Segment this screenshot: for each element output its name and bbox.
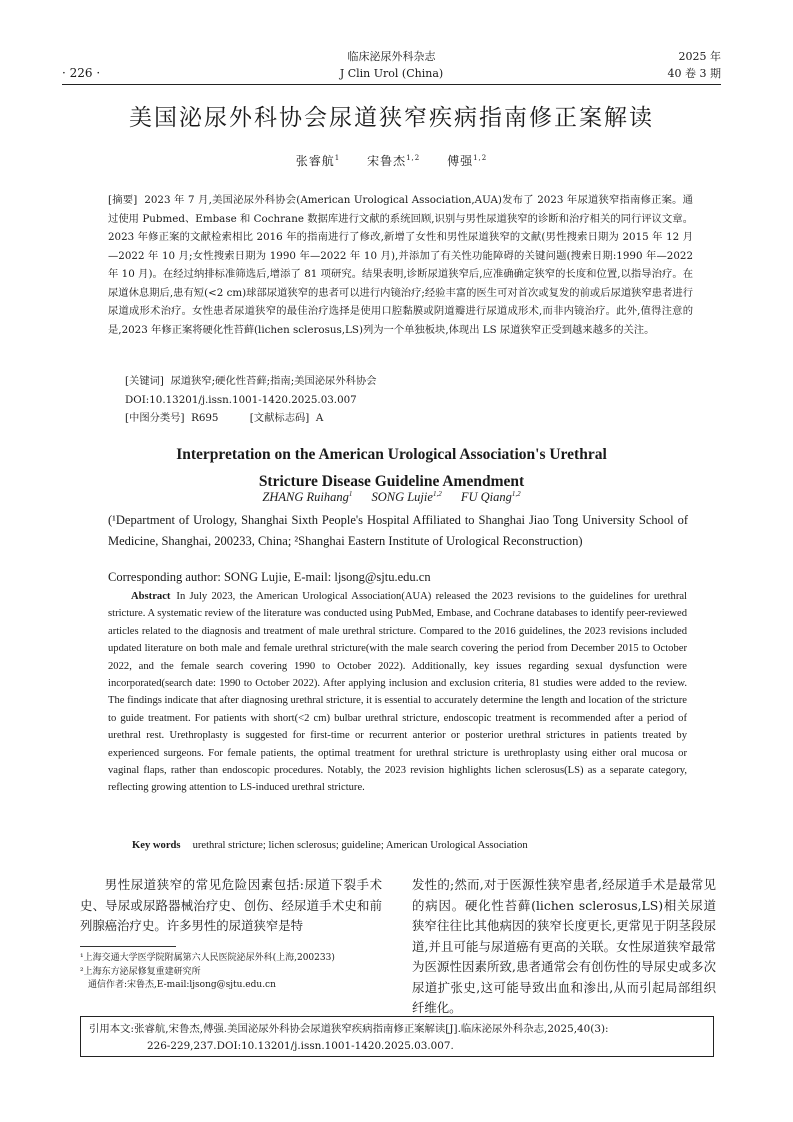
article-title-cn: 美国泌尿外科协会尿道狭窄疾病指南修正案解读 (129, 105, 654, 131)
footnote-divider (80, 946, 176, 947)
body-text-right: 发性的;然而,对于医源性狭窄患者,经尿道手术是最常见的病因。硬化性苔藓(lichen sclerosus,LS)相关尿道狭窄往往比其他病因的狭窄长度更长,更常见于阴茎段尿道,并且可能与尿道癌有更高的关联。女性尿道狭窄最常为医源性因素所致,患者通常会有创伤性的导尿史或多次尿道扩张史,这可能导致出血和渗出,从而引起局部组织纤维化。 (412, 877, 716, 1015)
journal-name-cn: 临床泌尿外科杂志 (347, 50, 436, 63)
page-header (62, 44, 721, 84)
footnote-affiliation-1: ¹上海交通大学医学院附属第六人民医院泌尿外科(上海,200233) (80, 953, 335, 963)
footnote-corresponding: 通信作者:宋鲁杰,E-mail:ljsong@sjtu.edu.cn (88, 980, 276, 990)
doc-code-label: [文献标志码] (249, 412, 310, 424)
author-en: FU Qiang (460, 490, 512, 505)
title-en-line-1: Interpretation on the American Urological Association's Urethral (176, 446, 607, 463)
class-number-label: [中图分类号] (125, 412, 185, 424)
citation-label: 引用本文: (89, 1023, 135, 1035)
doi-cn: DOI:10.13201/j.issn.1001-1420.2025.03.007 (125, 393, 357, 406)
class-number-value: R695 (191, 412, 219, 424)
issue-info (668, 48, 722, 82)
journal-name-en: J Clin Urol (China) (339, 67, 444, 80)
affiliation-en: (¹Department of Urology, Shanghai Sixth People's Hospital Affiliated to Shanghai Jiao Tong University School of Medicine, Shanghai, 200233, China; ²Shanghai Eastern Institute of Urological Reconstruction) (108, 513, 688, 548)
footnote-affiliation-2: ²上海东方泌尿修复重建研究所 (80, 966, 201, 977)
author-affil-mark: 1,2 (406, 154, 421, 162)
issue-year: 2025 年 (678, 50, 721, 63)
authors-en (62, 490, 721, 505)
body-text-left: 男性尿道狭窄的常见危险因素包括:尿道下裂手术史、导尿或尿路器械治疗史、创伤、经尿道手术史和前列腺癌治疗史。许多男性的尿道狭窄是特 (80, 877, 382, 933)
keywords-en-block (132, 840, 693, 851)
abstract-cn (108, 191, 693, 339)
doc-code-value: A (315, 412, 324, 424)
citation-box (80, 1016, 714, 1057)
citation-line-2: 226-229,237.DOI:10.13201/j.issn.1001-1420.2025.03.007. (147, 1040, 454, 1052)
authors-cn (62, 152, 721, 169)
corresponding-author-en: Corresponding author: SONG Lujie, E-mail: ljsong@sjtu.edu.cn (108, 570, 431, 584)
author-cn: 张睿航 (295, 154, 335, 168)
keywords-en-text: urethral stricture; lichen sclerosus; guideline; American Urological Association (192, 840, 528, 851)
author-affil-mark: 1 (334, 154, 341, 162)
author-affil-mark: 1,2 (432, 490, 442, 498)
author-cn: 傅强 (447, 154, 474, 168)
keywords-cn-block (125, 372, 693, 428)
abstract-cn-label: [摘要] (108, 194, 138, 206)
article-title-en (62, 441, 721, 495)
abstract-cn-text: 2023 年 7 月,美国泌尿外科协会(American Urological Association,AUA)发布了 2023 年尿道狭窄指南修正案。通过使用 Pubmed、Embase 和 Cochrane 数据库进行文献的系统回顾,识别与男性尿道狭窄的诊断和治疗相关的同行评议文章。2023 年修正案的文献检索相比 2016 年的指南进行了修改,新增了女性和男性尿道狭窄的文献(男性搜索日期为 2015 年 12 月—2022 年 10 月;女性搜索日期为 1990 年—2022 年 10 月),并添加了有关性功能障碍的关键问题(搜索日期:1990 年—2022 年 10 月)。在经过纳排标准筛选后,增添了 81 项研究。结果表明,诊断尿道狭窄后,应准确确定狭窄的长度和位置,以指导治疗。在尿道休息期后,患有短(<2 cm)球部尿道狭窄的患者可以进行内镜治疗;经验丰富的医生可对首次或复发的前或后尿道狭窄患者进行尿道成形术治疗。女性患者尿道狭窄的最佳治疗选择是使用口腔黏膜或阴道瓣进行尿道成形术,而非内镜治疗。此外,值得注意的是,2023 年修正案将硬化性苔藓(lichen sclerosus,LS)列为一个单独板块,体现出 LS 尿道狭窄正受到越来越多的关注。 (108, 194, 693, 336)
keywords-cn-label: [关键词] (125, 375, 164, 387)
footnotes (80, 952, 382, 993)
journal-name (62, 48, 721, 82)
abstract-en-text: In July 2023, the American Urological Association(AUA) released the 2023 revisions to the guidelines for urethral stricture. A systematic review of the literature was conducted using PubMed, Embase, and Cochrane databases to identify peer-reviewed articles related to the diagnosis and treatment of male urethral stricture. Compared to the 2016 guidelines, the 2023 revisions included updated literature on both male and female urethral stricture(with the male search covering the period from December 2015 to October 2022, and the female search covering 1990 to October 2022). Additionally, key issues regarding sexual dysfunction were incorporated(search date: 1990 to October 2022). After applying inclusion and exclusion criteria, 81 studies were added to the review. The findings indicate that after diagnosing urethral stricture, it is essential to accurately determine the length and location of the stricture to guide treatment. For patients with short(<2 cm) bulbar urethral stricture, endoscopic treatment is recommended after a period of urethral rest. Urethroplasty is suggested for first-time or recurrent anterior or posterior urethral strictures in patients treated by experienced surgeons. For female patients, the optimal treatment for urethral stricture is urethroplasty using either oral mucosa or vaginal flaps, rather than endoscopic procedures. Notably, the 2023 revision highlights lichen sclerosus(LS) as a separate category, reflecting growing attention to LS-induced urethral stricture. (108, 591, 687, 794)
keywords-cn-text: 尿道狭窄;硬化性苔藓;指南;美国泌尿外科协会 (170, 375, 377, 387)
title-en-line-2: Stricture Disease Guideline Amendment (258, 473, 525, 490)
author-en: ZHANG Ruihang (262, 490, 349, 505)
author-affil-mark: 1 (348, 490, 353, 498)
page-number: · 226 · (62, 66, 101, 80)
author-cn: 宋鲁杰 (367, 154, 407, 168)
keywords-en-label: Key words (132, 840, 181, 851)
abstract-en-label: Abstract (131, 591, 171, 602)
citation-line-1: 张睿航,宋鲁杰,傅强.美国泌尿外科协会尿道狭窄疾病指南修正案解读[J].临床泌尿外科杂志,2025,40(3): (134, 1023, 609, 1035)
author-en: SONG Lujie (371, 490, 433, 505)
header-divider (62, 84, 721, 85)
issue-volume: 40 卷 3 期 (667, 67, 721, 80)
author-affil-mark: 1,2 (473, 154, 488, 162)
abstract-en (108, 588, 687, 797)
author-affil-mark: 1,2 (511, 490, 521, 498)
